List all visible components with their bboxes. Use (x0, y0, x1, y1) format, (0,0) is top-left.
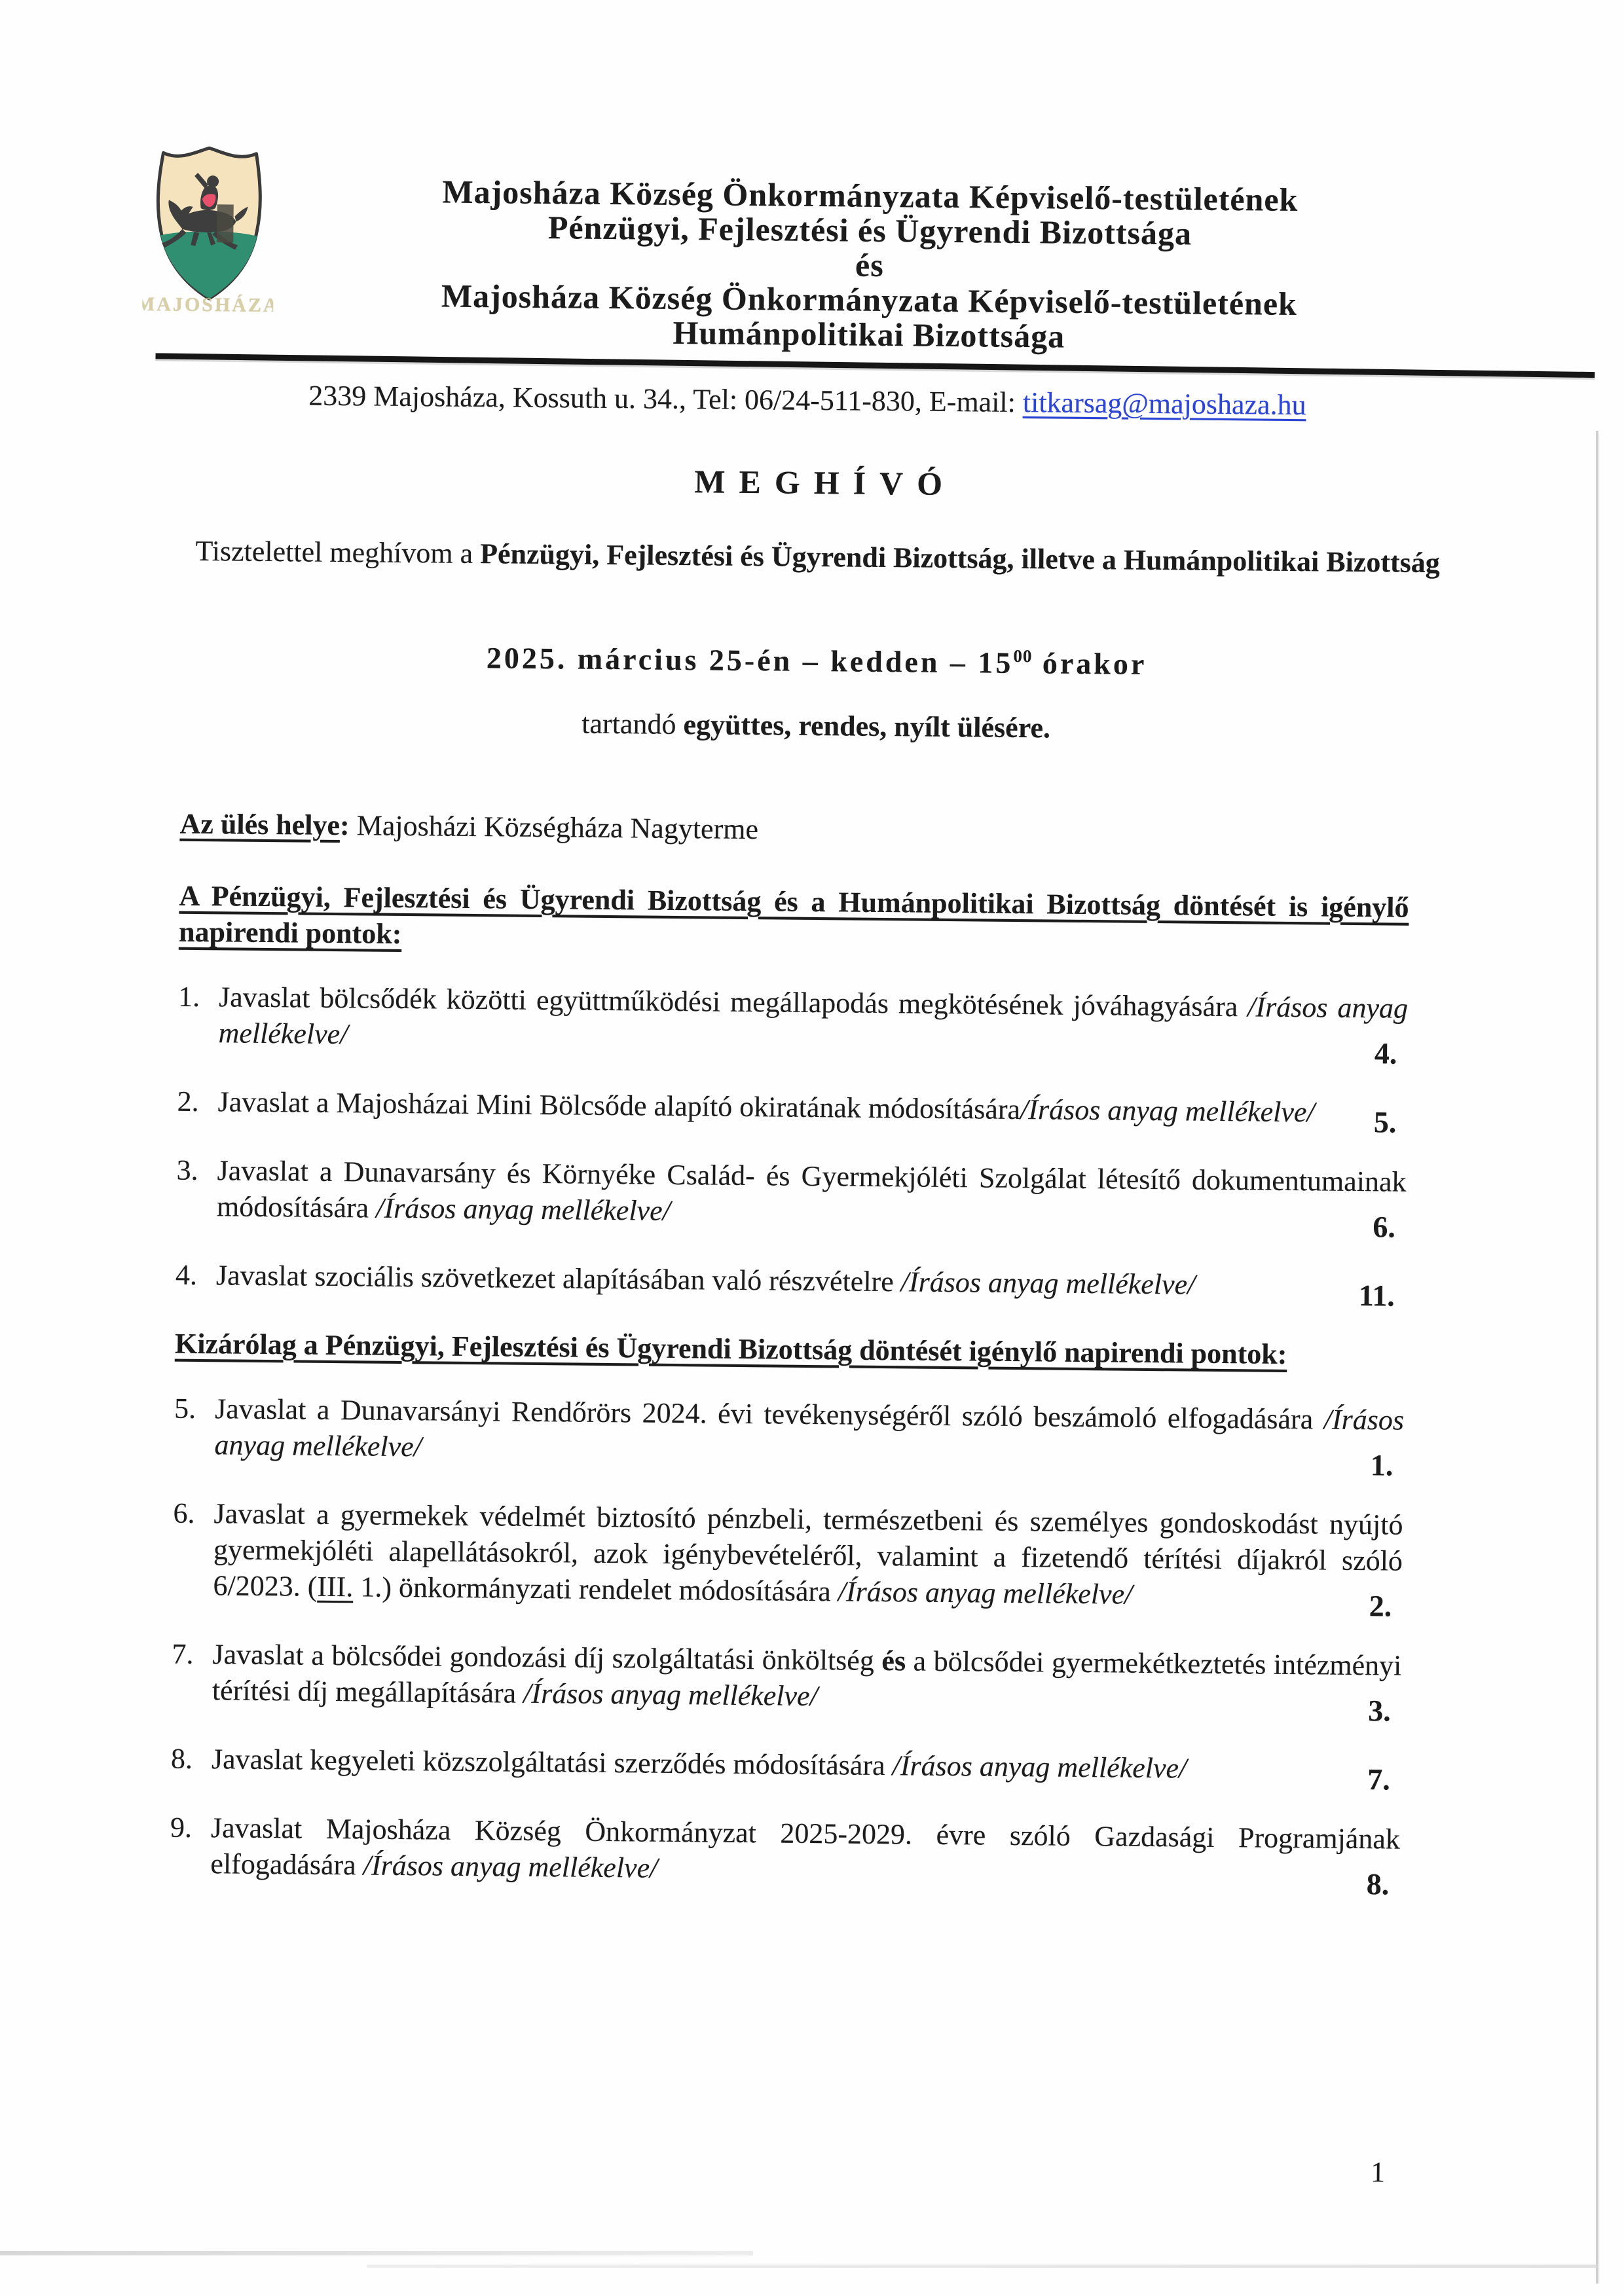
org-line: és (855, 246, 885, 283)
intro-regular-text: Tisztelettel meghívom a (195, 534, 481, 570)
item-text (212, 1743, 1187, 1784)
item-text (217, 1154, 1407, 1227)
item-ref-number: 4. (1374, 1036, 1397, 1070)
intro-bold-text: Pénzügyi, Fejlesztési és Ügyrendi Bizottság, illetve a Humánpolitikai Bizottság (479, 538, 1441, 579)
item-number: 2. (177, 1085, 199, 1118)
item-text-segment: Javaslat a bölcsődei gondozási díj szolgáltatási önköltség (212, 1638, 882, 1677)
scan-edge-bottom-shadow-2 (367, 2265, 1598, 2268)
item-ref-number: 2. (1369, 1589, 1392, 1623)
item-text (218, 981, 1408, 1050)
org-line: Pénzügyi, Fejlesztési és Ügyrendi Bizottsága (547, 209, 1192, 252)
item-ref-number: 11. (1358, 1279, 1395, 1313)
item-text (214, 1393, 1404, 1463)
logo-ghost-caption: MAJOSHÁZA (142, 293, 275, 317)
item-text (216, 1259, 1196, 1300)
meeting-time-superscript: 00 (1013, 646, 1033, 666)
item-text-segment: /Írásos anyag mellékelve/ (218, 991, 1409, 1051)
item-number: 4. (175, 1258, 198, 1291)
meeting-date-suffix: órakor (1032, 646, 1147, 681)
item-number: 1. (177, 980, 200, 1013)
item-ref-number: 7. (1367, 1762, 1390, 1796)
org-line: Humánpolitikai Bizottsága (673, 314, 1065, 355)
item-text (210, 1812, 1400, 1884)
coat-of-arms-shield (142, 137, 275, 317)
item-text-segment: /Írásos anyag mellékelve/ (214, 1403, 1405, 1463)
section-heading (175, 1326, 1405, 1374)
item-text-segment: /Írásos anyag mellékelve/ (523, 1677, 819, 1713)
org-header (319, 173, 1420, 357)
item-ref-number: 3. (1368, 1694, 1392, 1728)
item-ref-number: 1. (1370, 1448, 1393, 1482)
location-label: Az ülés helye (179, 807, 341, 842)
agenda-item (177, 979, 1409, 1070)
location-separator: : (339, 809, 357, 842)
intro-paragraph (189, 532, 1446, 581)
item-text-segment: /Írásos anyag mellékelve/ (363, 1849, 658, 1884)
agenda (170, 878, 1409, 1926)
org-line: Majosháza Község Önkormányzata Képviselő-testületének (441, 277, 1298, 323)
item-text-segment: és (881, 1645, 906, 1677)
page-number: 1 (1370, 2156, 1386, 2189)
item-number: 9. (170, 1811, 193, 1844)
item-number: 7. (172, 1637, 194, 1670)
scan-edge-vertical-line (1596, 431, 1598, 2284)
item-text-segment: Javaslat Majosháza Község Önkormányzat 2025-2029. évre szóló Gazdasági Programjának elfogadására (210, 1812, 1401, 1882)
meeting-date-line (5, 636, 1624, 686)
agenda-item (177, 1084, 1407, 1139)
agenda-item (176, 1152, 1407, 1244)
section-heading (179, 878, 1409, 962)
item-text-segment: Javaslat a gyermekek védelmét biztosító pénzbeli, természetbeni és személyes gondoskodást nyújtó gyermekjóléti alapellátásokról, azok igénybevételéről, valamint a fizetendő térítési díjakról szóló 6/2023. ( (213, 1497, 1403, 1603)
coat-of-arms-logo (142, 137, 275, 317)
item-text-segment: Javaslat bölcsődék közötti együttműködési megállapodás megkötésének jóváhagyására (218, 981, 1248, 1023)
item-text-segment: Javaslat szociális szövetkezet alapításában való részvételre (215, 1259, 901, 1298)
item-text-segment: a bölcsődei gyermekétkeztetés intézményi térítési díj megállapítására (212, 1645, 1402, 1709)
location-value: Majosházi Községháza Nagyterme (356, 809, 759, 846)
item-text (212, 1638, 1402, 1712)
agenda-item (175, 1257, 1405, 1313)
item-ref-number: 8. (1366, 1867, 1390, 1901)
item-text (217, 1085, 1315, 1128)
section-heading-line: A Pénzügyi, Fejlesztési és Ügyrendi Bizottság és a Humánpolitikai Bizottság döntését is igénylő (179, 879, 1409, 924)
address-text: 2339 Majosháza, Kossuth u. 34., Tel: 06/24-511-830, E-mail: (308, 379, 1016, 418)
item-text-segment: /Írásos anyag mellékelve/ (892, 1749, 1187, 1785)
agenda-item (170, 1810, 1401, 1901)
item-text-segment: Javaslat a Dunavarsány és Környéke Család- és Gyermekjóléti Szolgálat létesítő dokumentumainak módosítására (216, 1154, 1407, 1224)
item-text-segment: Javaslat a Majosházai Mini Bölcsőde alapító okiratának módosítására (217, 1085, 1021, 1126)
item-text-segment: /Írásos anyag mellékelve/ (838, 1575, 1133, 1611)
section-heading-line: napirendi pontok: (178, 915, 402, 950)
item-number: 8. (170, 1742, 193, 1775)
item-text-segment: Javaslat a Dunavarsányi Rendőrörs 2024. évi tevékenységéről szóló beszámoló elfogadására (214, 1393, 1325, 1436)
item-number: 6. (173, 1497, 195, 1529)
meeting-location-line (179, 807, 758, 846)
agenda-item (174, 1391, 1405, 1482)
item-number: 5. (174, 1392, 196, 1425)
item-text-segment: /Írásos anyag mellékelve/ (375, 1192, 671, 1227)
invitation-title: MEGHÍVÓ (694, 463, 957, 503)
session-regular-text: tartandó (581, 707, 684, 741)
agenda-items (175, 979, 1409, 1313)
org-line: Majosháza Község Önkormányzata Képviselő-testületének (442, 173, 1299, 219)
agenda-section (170, 1326, 1405, 1901)
item-ref-number: 5. (1373, 1105, 1397, 1139)
session-bold-text: együttes, rendes, nyílt ülésére. (683, 708, 1051, 744)
item-text-segment: /Írásos anyag mellékelve/ (900, 1266, 1196, 1301)
item-ref-number: 6. (1373, 1210, 1396, 1244)
agenda-item (172, 1495, 1403, 1623)
item-text-segment: /Írásos anyag mellékelve/ (1020, 1093, 1315, 1129)
email-link[interactable]: titkarsag@majoshaza.hu (1022, 386, 1306, 422)
item-number: 3. (176, 1154, 198, 1187)
item-text-segment: Javaslat kegyeleti közszolgáltatási szerződés módosítására (211, 1743, 893, 1782)
item-text-segment: III. (317, 1570, 354, 1603)
meeting-date-text: 2025. március 25-én – kedden – 15 (486, 641, 1014, 680)
agenda-section (175, 878, 1409, 1313)
address-line (0, 376, 1619, 425)
agenda-item (170, 1741, 1401, 1796)
session-type-line (4, 701, 1624, 750)
section-heading-line: Kizárólag a Pénzügyi, Fejlesztési és Ügyrendi Bizottság döntését igénylő napirendi pontok: (174, 1327, 1287, 1370)
item-text-segment: 1.) önkormányzati rendelet módosítására (353, 1571, 838, 1608)
scan-edge-bottom-shadow (0, 2251, 753, 2255)
agenda-items (170, 1391, 1405, 1901)
item-text (213, 1497, 1403, 1610)
agenda-item (172, 1636, 1402, 1728)
